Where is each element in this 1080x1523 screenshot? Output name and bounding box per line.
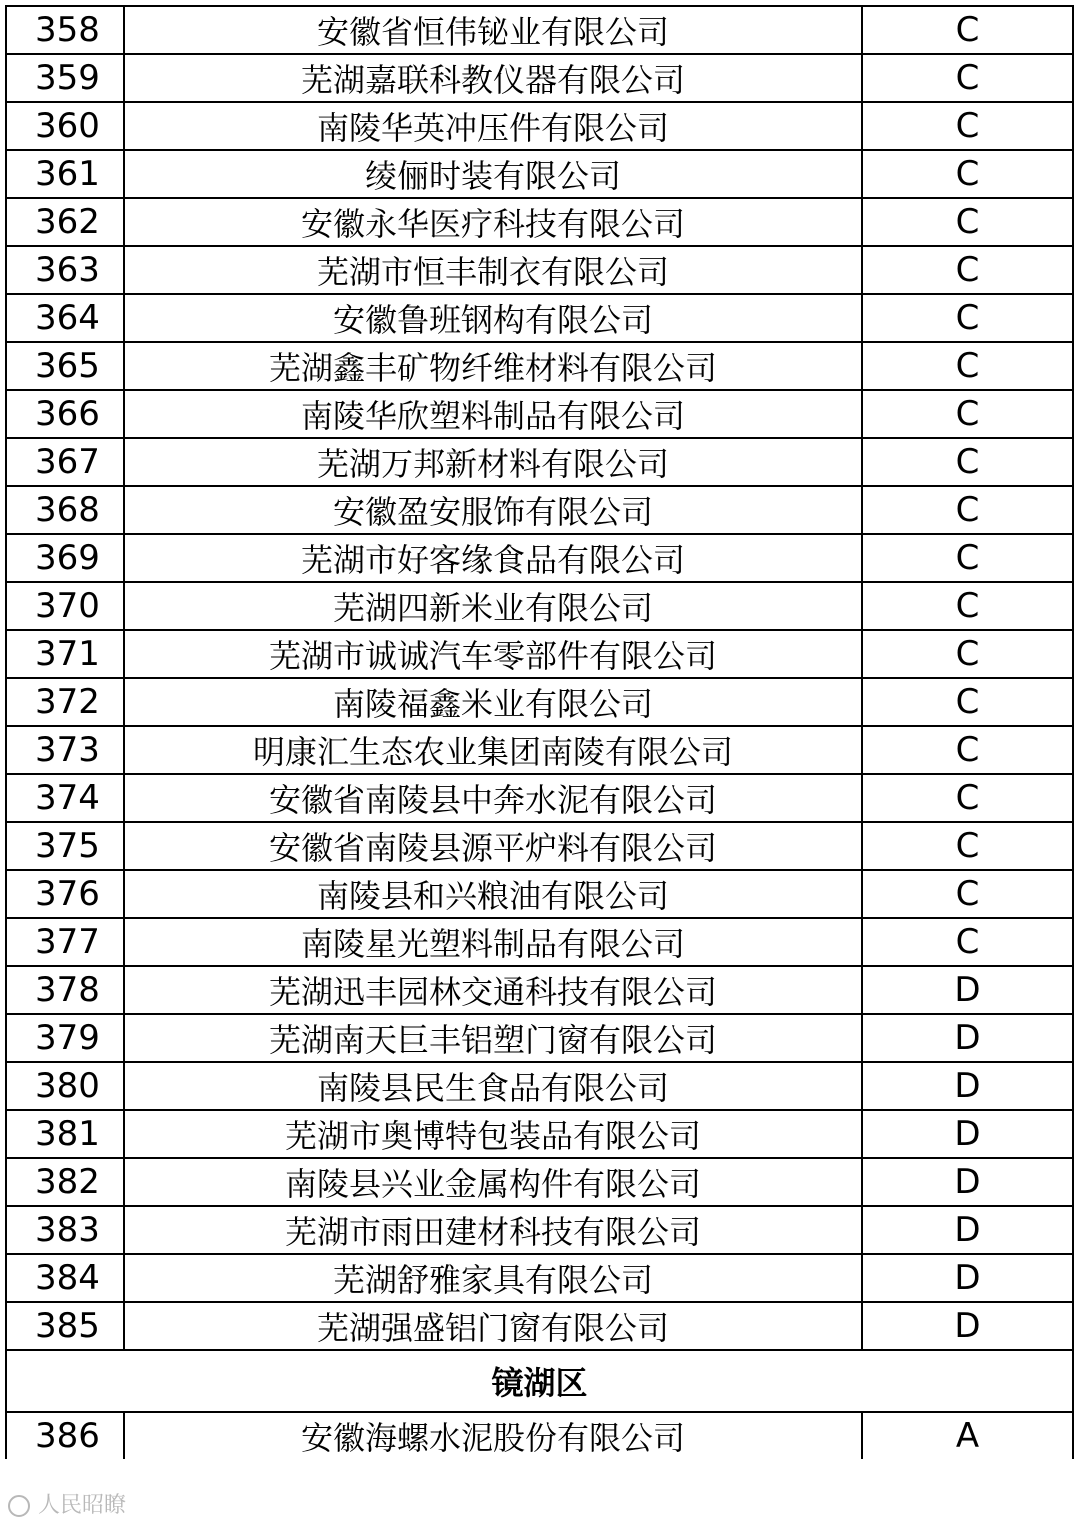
- company-name: 南陵华欣塑料制品有限公司: [124, 390, 862, 438]
- grade-cell: C: [862, 486, 1073, 534]
- company-name: 芜湖市奥博特包装品有限公司: [124, 1110, 862, 1158]
- table-row: [6, 486, 1073, 534]
- table-row: [6, 1062, 1073, 1110]
- table-row: [6, 198, 1073, 246]
- row-number: 386: [6, 1412, 124, 1459]
- table-row: [6, 1110, 1073, 1158]
- grade-cell: D: [862, 1110, 1073, 1158]
- company-name: 南陵县民生食品有限公司: [124, 1062, 862, 1110]
- company-name: 芜湖强盛铝门窗有限公司: [124, 1302, 862, 1350]
- grade-cell: C: [862, 438, 1073, 486]
- table-row: [6, 822, 1073, 870]
- row-number: 380: [6, 1062, 124, 1110]
- grade-cell: D: [862, 1302, 1073, 1350]
- grade-cell: C: [862, 918, 1073, 966]
- company-name: 安徽永华医疗科技有限公司: [124, 198, 862, 246]
- grade-cell: C: [862, 198, 1073, 246]
- watermark-logo-icon: [8, 1495, 30, 1517]
- section-title: 镜湖区: [6, 1350, 1073, 1412]
- table-row: [6, 1206, 1073, 1254]
- company-name: 南陵县兴业金属构件有限公司: [124, 1158, 862, 1206]
- table-row: [6, 1412, 1073, 1459]
- company-name: 南陵华英冲压件有限公司: [124, 102, 862, 150]
- company-name: 芜湖迅丰园林交通科技有限公司: [124, 966, 862, 1014]
- row-number: 381: [6, 1110, 124, 1158]
- row-number: 359: [6, 54, 124, 102]
- row-number: 372: [6, 678, 124, 726]
- row-number: 358: [6, 6, 124, 54]
- row-number: 376: [6, 870, 124, 918]
- grade-cell: C: [862, 102, 1073, 150]
- company-name: 芜湖南天巨丰铝塑门窗有限公司: [124, 1014, 862, 1062]
- grade-cell: C: [862, 774, 1073, 822]
- table-body: [6, 6, 1073, 1459]
- grade-cell: C: [862, 6, 1073, 54]
- row-number: 363: [6, 246, 124, 294]
- row-number: 375: [6, 822, 124, 870]
- row-number: 367: [6, 438, 124, 486]
- company-name: 安徽省南陵县源平炉料有限公司: [124, 822, 862, 870]
- company-name: 芜湖舒雅家具有限公司: [124, 1254, 862, 1302]
- section-row: [6, 1350, 1073, 1412]
- row-number: 378: [6, 966, 124, 1014]
- company-name: 芜湖嘉联科教仪器有限公司: [124, 54, 862, 102]
- grade-cell: C: [862, 582, 1073, 630]
- grade-cell: D: [862, 1014, 1073, 1062]
- grade-cell: C: [862, 822, 1073, 870]
- company-name: 安徽鲁班钢构有限公司: [124, 294, 862, 342]
- table-row: [6, 582, 1073, 630]
- table-row: [6, 918, 1073, 966]
- grade-cell: C: [862, 678, 1073, 726]
- row-number: 384: [6, 1254, 124, 1302]
- row-number: 366: [6, 390, 124, 438]
- table-row: [6, 294, 1073, 342]
- grade-cell: C: [862, 246, 1073, 294]
- table-row: [6, 1014, 1073, 1062]
- table-row: [6, 726, 1073, 774]
- table-row: [6, 630, 1073, 678]
- company-name: 安徽省南陵县中奔水泥有限公司: [124, 774, 862, 822]
- table-row: [6, 438, 1073, 486]
- table-row: [6, 54, 1073, 102]
- watermark: [8, 1488, 126, 1519]
- grade-cell: D: [862, 1158, 1073, 1206]
- company-name: 南陵县和兴粮油有限公司: [124, 870, 862, 918]
- grade-cell: D: [862, 1062, 1073, 1110]
- table-row: [6, 774, 1073, 822]
- company-grade-table: [5, 5, 1074, 1459]
- table-row: [6, 150, 1073, 198]
- company-name: 芜湖四新米业有限公司: [124, 582, 862, 630]
- table-row: [6, 870, 1073, 918]
- company-name: 明康汇生态农业集团南陵有限公司: [124, 726, 862, 774]
- row-number: 377: [6, 918, 124, 966]
- table-row: [6, 1254, 1073, 1302]
- row-number: 373: [6, 726, 124, 774]
- row-number: 360: [6, 102, 124, 150]
- grade-cell: C: [862, 390, 1073, 438]
- company-name: 安徽海螺水泥股份有限公司: [124, 1412, 862, 1459]
- row-number: 374: [6, 774, 124, 822]
- table-row: [6, 1302, 1073, 1350]
- company-name: 安徽省恒伟铋业有限公司: [124, 6, 862, 54]
- company-name: 安徽盈安服饰有限公司: [124, 486, 862, 534]
- company-name: 芜湖万邦新材料有限公司: [124, 438, 862, 486]
- grade-cell: C: [862, 150, 1073, 198]
- company-name: 绫俪时装有限公司: [124, 150, 862, 198]
- company-name: 芜湖市好客缘食品有限公司: [124, 534, 862, 582]
- grade-cell: C: [862, 342, 1073, 390]
- table-row: [6, 342, 1073, 390]
- grade-cell: C: [862, 630, 1073, 678]
- row-number: 383: [6, 1206, 124, 1254]
- grade-cell: C: [862, 534, 1073, 582]
- grade-cell: D: [862, 966, 1073, 1014]
- row-number: 364: [6, 294, 124, 342]
- table-row: [6, 1158, 1073, 1206]
- company-name: 南陵星光塑料制品有限公司: [124, 918, 862, 966]
- row-number: 370: [6, 582, 124, 630]
- grade-cell: A: [862, 1412, 1073, 1459]
- watermark-text: 人民昭瞭: [38, 1493, 127, 1518]
- table-row: [6, 6, 1073, 54]
- grade-cell: D: [862, 1254, 1073, 1302]
- table-row: [6, 966, 1073, 1014]
- row-number: 362: [6, 198, 124, 246]
- company-name: 芜湖市诚诚汽车零部件有限公司: [124, 630, 862, 678]
- row-number: 379: [6, 1014, 124, 1062]
- table-row: [6, 390, 1073, 438]
- row-number: 371: [6, 630, 124, 678]
- grade-cell: C: [862, 870, 1073, 918]
- table-row: [6, 534, 1073, 582]
- table-row: [6, 678, 1073, 726]
- company-name: 芜湖市雨田建材科技有限公司: [124, 1206, 862, 1254]
- row-number: 361: [6, 150, 124, 198]
- grade-cell: C: [862, 726, 1073, 774]
- row-number: 369: [6, 534, 124, 582]
- table-row: [6, 102, 1073, 150]
- company-name: 芜湖市恒丰制衣有限公司: [124, 246, 862, 294]
- grade-cell: C: [862, 54, 1073, 102]
- company-name: 南陵福鑫米业有限公司: [124, 678, 862, 726]
- row-number: 368: [6, 486, 124, 534]
- grade-cell: D: [862, 1206, 1073, 1254]
- grade-cell: C: [862, 294, 1073, 342]
- row-number: 365: [6, 342, 124, 390]
- table-row: [6, 246, 1073, 294]
- row-number: 385: [6, 1302, 124, 1350]
- company-name: 芜湖鑫丰矿物纤维材料有限公司: [124, 342, 862, 390]
- row-number: 382: [6, 1158, 124, 1206]
